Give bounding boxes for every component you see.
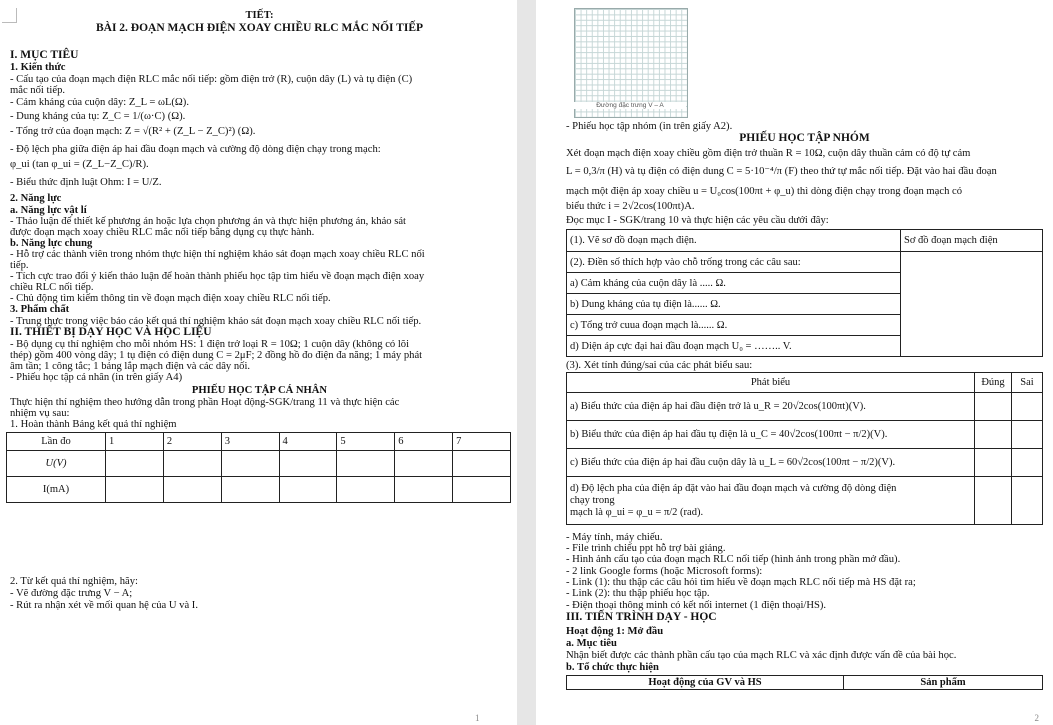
table-row — [7, 477, 511, 503]
table-header-cell: Lần đo — [7, 433, 106, 451]
table-header-row — [7, 433, 511, 451]
table-cell[interactable] — [395, 451, 453, 477]
table-cell: c) Tổng trở cuua đoạn mạch là...... Ω. — [567, 315, 901, 336]
subsection-heading: a. Năng lực vật lí — [10, 205, 87, 216]
worksheet-table-1 — [566, 229, 1043, 357]
section-heading: I. MỤC TIÊU — [10, 49, 79, 61]
text-line: - Phiếu học tập nhóm (in trên giấy A2). — [566, 121, 733, 132]
statement-line: chạy trong — [570, 494, 615, 506]
text-line: Thực hiện thí nghiệm theo hướng dẫn trong phần Hoạt động-SGK/trang 11 và thực hiện các — [10, 397, 400, 408]
results-table — [6, 432, 511, 503]
text-line: nhiệm vụ sau: — [10, 408, 70, 419]
table-header-cell: 2 — [163, 433, 221, 451]
table-cell: (2). Điền số thích hợp vào chỗ trống trong các câu sau: — [567, 252, 901, 273]
text-line: - Độ lệch pha giữa điện áp hai đầu đoạn mạch và cường độ dòng điện chạy trong mạch: — [10, 144, 381, 155]
table-cell: (1). Vẽ sơ đồ đoạn mạch điện. — [567, 230, 901, 252]
text-line: - Hình ảnh cấu tạo của đoạn mạch RLC nối tiếp (hình ảnh trong phần mở đầu). — [566, 554, 901, 565]
table-row — [567, 393, 1043, 421]
table-cell[interactable] — [453, 477, 511, 503]
formula-line: - Dung kháng của tụ: Z_C = 1/(ω·C) (Ω). — [10, 111, 186, 122]
text-line: chiều RLC nối tiếp. — [10, 282, 94, 293]
table-header-row — [567, 676, 1043, 690]
text-line: Xét đoạn mạch điện xoay chiều gồm điện trở thuần R = 10Ω, cuộn dây thuần cảm có độ tự cảm — [566, 148, 971, 159]
table-cell[interactable] — [221, 451, 279, 477]
document-page-1 — [0, 0, 517, 725]
text-line: - File trình chiếu ppt hỗ trợ bài giảng. — [566, 543, 726, 554]
table-cell[interactable] — [279, 477, 337, 503]
worksheet-title: PHIẾU HỌC TẬP NHÓM — [739, 132, 870, 144]
subsection-heading: b. Tổ chức thực hiện — [566, 662, 659, 673]
text-line: - Chủ động tìm kiếm thông tin về đoạn mạch điện xoay chiều RLC nối tiếp. — [10, 293, 331, 304]
formula-line: mạch một điện áp xoay chiều u = U₀cos(100πt + φ_u) thì dòng điện chạy trong đoạn mạch có — [566, 186, 963, 197]
lesson-period-label: TIẾT: — [245, 10, 274, 21]
text-line: - Link (2): thu thập phiếu học tập. — [566, 588, 710, 599]
text-line: Đọc mục I - SGK/trang 10 và thực hiện các yêu cầu dưới đây: — [566, 215, 829, 226]
text-line: - Vẽ đường đặc trưng V − A; — [10, 588, 133, 599]
table-header-cell: 5 — [337, 433, 395, 451]
text-line: - Cấu tạo của đoạn mạch điện RLC mắc nối tiếp: gồm điện trở (R), cuộn dây (L) và tụ điện (C) — [10, 74, 413, 85]
text-line: - Thảo luận để thiết kế phương án hoặc lựa chọn phương án và thực hiện phương án, khảo sát — [10, 216, 406, 227]
circuit-diagram-cell[interactable] — [901, 252, 1043, 357]
table-header-cell: Sản phẩm — [844, 676, 1043, 690]
text-line: - Link (1): thu thập các câu hỏi tìm hiểu về đoạn mạch RLC nối tiếp mà HS đặt ra; — [566, 577, 916, 588]
subsection-heading: b. Năng lực chung — [10, 238, 93, 249]
table-cell: b) Dung kháng của tụ điện là...... Ω. — [567, 294, 901, 315]
table-header-cell: Sơ đồ đoạn mạch điện — [901, 230, 1043, 252]
section-heading: III. TIẾN TRÌNH DẠY - HỌC — [566, 611, 717, 623]
text-line: 2. Từ kết quả thí nghiệm, hãy: — [10, 576, 138, 587]
table-cell[interactable] — [106, 477, 164, 503]
text-line: 1. Hoàn thành Bảng kết quả thí nghiệm — [10, 419, 177, 430]
text-line: thép) gồm 400 vòng dây; 1 tụ điện có điện dung C = 2μF; 2 đồng hồ đo điện đa năng; 1 máy phát — [10, 350, 423, 361]
text-line: - Máy tính, máy chiếu. — [566, 532, 663, 543]
text-line: - Điện thoại thông minh có kết nối internet (1 điện thoại/HS). — [566, 600, 827, 611]
table-row — [567, 477, 1043, 525]
true-checkbox-cell[interactable] — [975, 393, 1012, 421]
text-line: - 2 link Google forms (hoặc Microsoft forms): — [566, 566, 763, 577]
false-checkbox-cell[interactable] — [1012, 393, 1043, 421]
subsection-heading: 3. Phẩm chất — [10, 304, 70, 315]
text-line: Nhận biết được các thành phần cấu tạo của mạch RLC và xác định được vấn đề của bài học. — [566, 650, 957, 661]
table-cell[interactable] — [395, 477, 453, 503]
table-cell[interactable] — [106, 451, 164, 477]
text-line: - Bộ dụng cụ thí nghiệm cho mỗi nhóm HS: 1 điện trở loại R = 10Ω; 1 cuộn dây (không có lõi — [10, 339, 410, 350]
lesson-title: BÀI 2. ĐOẠN MẠCH ĐIỆN XOAY CHIỀU RLC MẮC NỐI TIẾP — [95, 22, 424, 34]
table-cell: a) Cảm kháng của cuộn dây là ..... Ω. — [567, 273, 901, 294]
text-line: tiếp. — [10, 260, 29, 271]
text-line: - Tích cực trao đổi ý kiến thảo luận để hoàn thành phiếu học tập tìm hiểu về đoạn mạch điện xoay — [10, 271, 425, 282]
table-header-cell: Phát biểu — [567, 373, 975, 393]
activity-table — [566, 675, 1043, 690]
table-header-cell: 4 — [279, 433, 337, 451]
worksheet-title: PHIẾU HỌC TẬP CÁ NHÂN — [191, 385, 328, 396]
table-cell[interactable] — [453, 451, 511, 477]
table-row — [7, 451, 511, 477]
formula-line: L = 0,3/π (H) và tụ điện có điện dung C = 5·10⁻⁴/π (F) theo thứ tự mắc nối tiếp. Đặt vào hai đầu đoạn — [566, 166, 997, 177]
subsection-heading: 1. Kiến thức — [10, 62, 66, 73]
page-number: 2 — [1034, 713, 1039, 723]
statement-cell: a) Biểu thức của điện áp hai đầu điện trở là u_R = 20√2cos(100πt)(V). — [567, 393, 975, 421]
false-checkbox-cell[interactable] — [1012, 449, 1043, 477]
table-cell[interactable] — [337, 477, 395, 503]
statement-cell: c) Biểu thức của điện áp hai đầu cuộn dây là u_L = 60√2cos(100πt − π/2)(V). — [567, 449, 975, 477]
formula-line: - Tổng trở của đoạn mạch: Z = √(R² + (Z_L − Z_C)²) (Ω). — [10, 126, 256, 137]
graph-caption: Đường đặc trưng V – A — [574, 102, 686, 109]
page-number: 1 — [475, 713, 480, 723]
subsection-heading: 2. Năng lực — [10, 193, 62, 204]
table-cell: d) Diện áp cực đại hai đầu đoạn mạch U₀ = …….. V. — [567, 336, 901, 357]
section-heading: II. THIẾT BỊ DẠY HỌC VÀ HỌC LIỆU — [10, 326, 212, 338]
true-checkbox-cell[interactable] — [975, 421, 1012, 449]
text-line: - Phiếu học tập cá nhân (in trên giấy A4) — [10, 372, 183, 383]
table-header-cell: 6 — [395, 433, 453, 451]
statement-line: d) Độ lệch pha của điện áp đặt vào hai đầu đoạn mạch và cường độ dòng điện — [570, 482, 897, 494]
document-page-2 — [536, 0, 1053, 725]
table-header-cell: 1 — [106, 433, 164, 451]
table-header-cell: 7 — [453, 433, 511, 451]
table-row — [567, 449, 1043, 477]
text-line: - Trung thực trong việc báo cáo kết quả thí nghiệm khảo sát đoạn mạch xoay chiều RLC nối tiếp. — [10, 316, 422, 327]
table-header-cell: Sai — [1012, 373, 1043, 393]
text-line: được đoạn mạch xoay chiều RLC mắc nối tiếp bằng dụng cụ thực hành. — [10, 227, 315, 238]
text-line: - Rút ra nhận xét về mối quan hệ của U và I. — [10, 600, 198, 611]
table-header-cell: Đúng — [975, 373, 1012, 393]
false-checkbox-cell[interactable] — [1012, 477, 1043, 525]
table-header-row — [567, 373, 1043, 393]
statement-cell: b) Biểu thức của điện áp hai đầu tụ điện là u_C = 40√2cos(100πt − π/2)(V). — [567, 421, 975, 449]
true-false-table — [566, 372, 1043, 525]
statement-cell — [567, 477, 975, 525]
subsection-heading: a. Mục tiêu — [566, 638, 617, 649]
subsection-heading: Hoạt động 1: Mở đầu — [566, 626, 664, 637]
table-cell[interactable] — [163, 477, 221, 503]
false-checkbox-cell[interactable] — [1012, 421, 1043, 449]
table-cell[interactable] — [279, 451, 337, 477]
text-line: âm tần; 1 công tắc; 1 bảng lắp mạch điện và các dây nối. — [10, 361, 251, 372]
table-row-label: U(V) — [7, 451, 106, 477]
formula-line: - Cảm kháng của cuộn dây: Z_L = ωL(Ω). — [10, 97, 189, 108]
table-header-row — [567, 230, 1043, 252]
table-row-label: I(mA) — [7, 477, 106, 503]
table-row — [567, 252, 1043, 273]
table-header-cell: Hoạt động của GV và HS — [567, 676, 844, 690]
text-line: - Hỗ trợ các thành viên trong nhóm thực hiện thí nghiệm khảo sát đoạn mạch xoay chiều RLC nối — [10, 249, 425, 260]
statement-line: mạch là φ_ui = φ_u = π/2 (rad). — [570, 506, 704, 518]
formula-line: biểu thức i = 2√2cos(100πt)A. — [566, 201, 695, 212]
true-checkbox-cell[interactable] — [975, 449, 1012, 477]
table-header-cell: 3 — [221, 433, 279, 451]
text-line: mắc nối tiếp. — [10, 85, 66, 96]
table-cell[interactable] — [221, 477, 279, 503]
table-cell[interactable] — [163, 451, 221, 477]
table-cell[interactable] — [337, 451, 395, 477]
formula-line: - Biểu thức định luật Ohm: I = U/Z. — [10, 177, 162, 188]
text-line: (3). Xét tính đúng/sai của các phát biểu sau: — [566, 360, 753, 371]
formula-line: φ_ui (tan φ_ui = (Z_L−Z_C)/R). — [10, 159, 149, 170]
true-checkbox-cell[interactable] — [975, 477, 1012, 525]
table-row — [567, 421, 1043, 449]
